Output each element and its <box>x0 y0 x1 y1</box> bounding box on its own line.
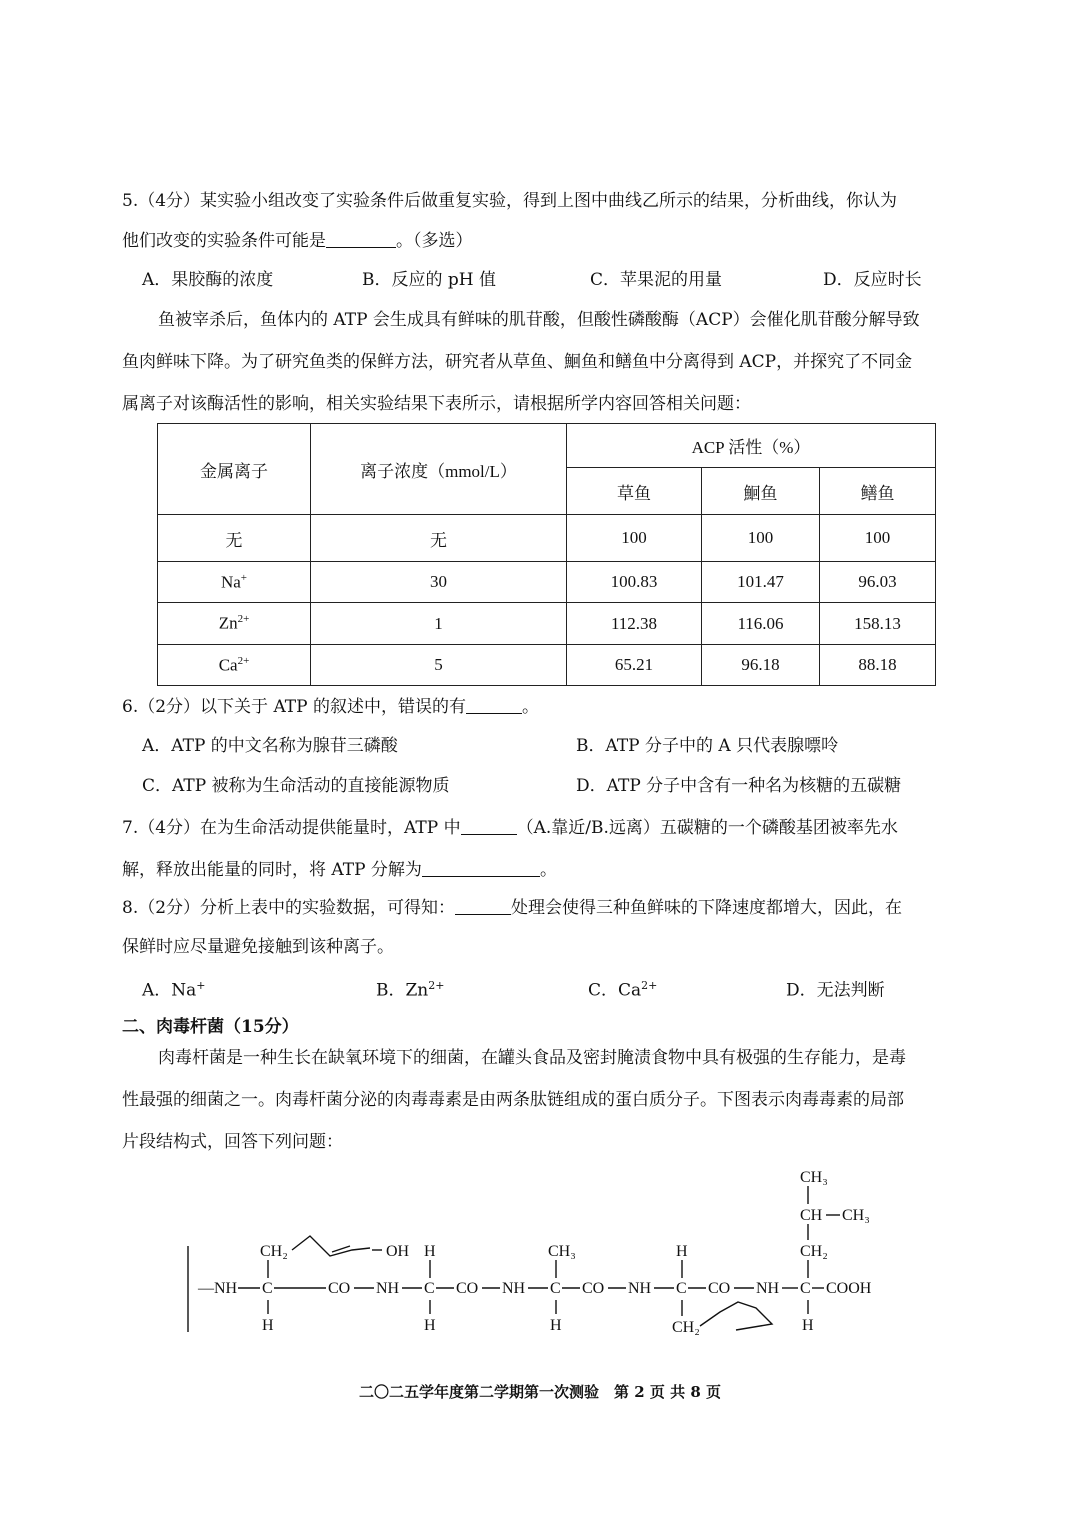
cell-ion: $Ca^{2+}$ <box>158 645 311 686</box>
top-group: OH <box>386 1243 410 1260</box>
q6-stem <box>122 697 539 716</box>
main-chain-group: —NH <box>198 1280 238 1297</box>
cell-value: 101.47 <box>702 562 820 603</box>
passage1-line1: 鱼被宰杀后，鱼体内的 ATP 会生成具有鲜味的肌苷酸，但酸性磷酸酶（ACP）会催化肌苷酸分解导致 <box>158 310 920 330</box>
cell-value: 96.03 <box>820 562 936 603</box>
cell-value: 116.06 <box>702 603 820 645</box>
top-group: CH₂ <box>260 1243 288 1260</box>
main-chain-group: COOH <box>826 1280 872 1297</box>
q7-text-4: 。 <box>539 860 557 880</box>
header-ion-concentration: 离子浓度（mmol/L） <box>311 424 567 515</box>
acp-activity-table <box>157 423 936 686</box>
bottom-group: H <box>424 1317 436 1334</box>
table-row <box>158 603 936 645</box>
main-chain-group: C <box>424 1280 435 1297</box>
cell-value: 100.83 <box>567 562 702 603</box>
main-chain-group: CO <box>708 1280 731 1297</box>
q8-text-1: 8.（2分）分析上表中的实验数据，可得知： <box>122 898 456 918</box>
cell-ion: $Zn^{2+}$ <box>158 603 311 645</box>
q7-text-2: （A.靠近/B.远离）五碳糖的一个磷酸基团被率先水 <box>516 818 898 838</box>
q6-option-d: D．ATP 分子中含有一种名为核糖的五碳糖 <box>576 776 902 796</box>
top-group: CH₃ <box>842 1207 870 1224</box>
q8-answer-blank[interactable] <box>455 898 511 915</box>
cell-value: 65.21 <box>567 645 702 686</box>
main-chain-group: NH <box>756 1280 780 1297</box>
top-group: CH <box>800 1207 823 1224</box>
passage1-line2: 鱼肉鲜味下降。为了研究鱼类的保鲜方法，研究者从草鱼、鮰鱼和鳝鱼中分离得到 ACP，并探究了不同金 <box>122 352 913 372</box>
section2-title: 二、肉毒杆菌（15分） <box>122 1017 299 1037</box>
q6-option-a: A．ATP 的中文名称为腺苷三磷酸 <box>142 736 398 756</box>
section2-passage-line3: 片段结构式，回答下列问题： <box>122 1132 343 1152</box>
aromatic-ring-bond <box>292 1236 370 1256</box>
header-fish-grass-carp: 草鱼 <box>567 468 702 515</box>
q5-option-c: C．苹果泥的用量 <box>590 270 723 290</box>
q6-option-c: C．ATP 被称为生命活动的直接能源物质 <box>142 776 450 796</box>
bottom-group: H <box>802 1317 814 1334</box>
q8-option-d: D．无法判断 <box>786 980 885 1001</box>
main-chain-group: C <box>550 1280 561 1297</box>
top-group: H <box>676 1243 688 1260</box>
cell-value: 100 <box>702 515 820 562</box>
table-row <box>158 515 936 562</box>
q8-line2: 保鲜时应尽量避免接触到该种离子。 <box>122 937 394 957</box>
q7-line1 <box>122 818 898 837</box>
q5-option-d: D．反应时长 <box>823 270 922 290</box>
cell-value: 96.18 <box>702 645 820 686</box>
header-acp-activity: ACP 活性（%） <box>567 424 936 468</box>
q8-option-a: A．Na+ <box>142 979 206 1001</box>
q5-option-b: B．反应的 pH 值 <box>362 270 497 290</box>
q6-stem-post: 。 <box>521 697 539 717</box>
main-chain-group: NH <box>502 1280 526 1297</box>
q5-stem-line1: 5.（4分）某实验小组改变了实验条件后做重复实验，得到上图中曲线乙所示的结果，分析曲线，你认为 <box>122 191 898 211</box>
top-group: CH₃ <box>800 1169 828 1186</box>
page-footer: 二〇二五学年度第二学期第一次测验 第 2 页 共 8 页 <box>359 1383 721 1401</box>
cell-conc: 5 <box>311 645 567 686</box>
q5-stem-line2 <box>122 231 473 250</box>
q7-line2 <box>122 860 557 879</box>
table-row <box>158 645 936 686</box>
cell-ion: 无 <box>158 515 311 562</box>
cell-value: 112.38 <box>567 603 702 645</box>
q8-line1 <box>122 898 902 917</box>
cell-value: 100 <box>820 515 936 562</box>
main-chain-group: NH <box>628 1280 652 1297</box>
q8-option-b: B．$Zn^{2+}$ <box>376 979 445 1001</box>
bottom-group: H <box>550 1317 562 1334</box>
q5-answer-blank[interactable] <box>326 231 396 248</box>
q5-option-a: A．果胶酶的浓度 <box>142 270 274 290</box>
q8-option-c: C．$Ca^{2+}$ <box>588 979 658 1001</box>
main-chain-group: C <box>676 1280 687 1297</box>
q6-option-b: B．ATP 分子中的 A 只代表腺嘌呤 <box>576 736 839 756</box>
cell-ion: Na+ <box>158 562 311 603</box>
q6-stem-pre: 6.（2分）以下关于 ATP 的叙述中，错误的有 <box>122 697 466 717</box>
header-metal-ion: 金属离子 <box>158 424 311 515</box>
q7-text-3: 解，释放出能量的同时，将 ATP 分解为 <box>122 860 422 880</box>
cell-value: 88.18 <box>820 645 936 686</box>
main-chain-group: CO <box>456 1280 479 1297</box>
section2-passage-line1: 肉毒杆菌是一种生长在缺氧环境下的细菌，在罐头食品及密封腌渍食物中具有极强的生存能力，是毒 <box>158 1048 906 1068</box>
passage1-line3: 属离子对该酶活性的影响，相关实验结果下表所示，请根据所学内容回答相关问题： <box>122 394 751 414</box>
cell-value: 100 <box>567 515 702 562</box>
header-fish-eel: 鳝鱼 <box>820 468 936 515</box>
cell-conc: 30 <box>311 562 567 603</box>
q7-text-1: 7.（4分）在为生命活动提供能量时，ATP 中 <box>122 818 461 838</box>
main-chain-group: CO <box>328 1280 351 1297</box>
cell-value: 158.13 <box>820 603 936 645</box>
header-fish-catfish: 鮰鱼 <box>702 468 820 515</box>
cell-conc: 无 <box>311 515 567 562</box>
top-group: CH₂ <box>800 1243 828 1260</box>
q8-text-2: 处理会使得三种鱼鲜味的下降速度都增大，因此，在 <box>511 898 903 918</box>
bottom-group: H <box>262 1317 274 1334</box>
q7-answer-blank-1[interactable] <box>461 818 517 835</box>
q5-stem-post: 。（多选） <box>396 231 473 251</box>
main-chain-group: NH <box>376 1280 400 1297</box>
top-group: CH₃ <box>548 1243 576 1260</box>
top-group: H <box>424 1243 436 1260</box>
main-chain-group: C <box>262 1280 273 1297</box>
q5-stem-pre: 他们改变的实验条件可能是 <box>122 231 326 251</box>
q7-answer-blank-2[interactable] <box>422 860 540 877</box>
q6-answer-blank[interactable] <box>466 697 522 714</box>
aromatic-ring-bond <box>700 1302 772 1330</box>
main-chain-group: C <box>800 1280 811 1297</box>
cell-conc: 1 <box>311 603 567 645</box>
main-chain-group: CO <box>582 1280 605 1297</box>
peptide-structure-formula <box>180 1160 900 1340</box>
section2-passage-line2: 性最强的细菌之一。肉毒杆菌分泌的肉毒毒素是由两条肽链组成的蛋白质分子。下图表示肉毒毒素的局部 <box>122 1090 904 1110</box>
bottom-group: CH₂ <box>672 1319 700 1336</box>
table-row <box>158 562 936 603</box>
